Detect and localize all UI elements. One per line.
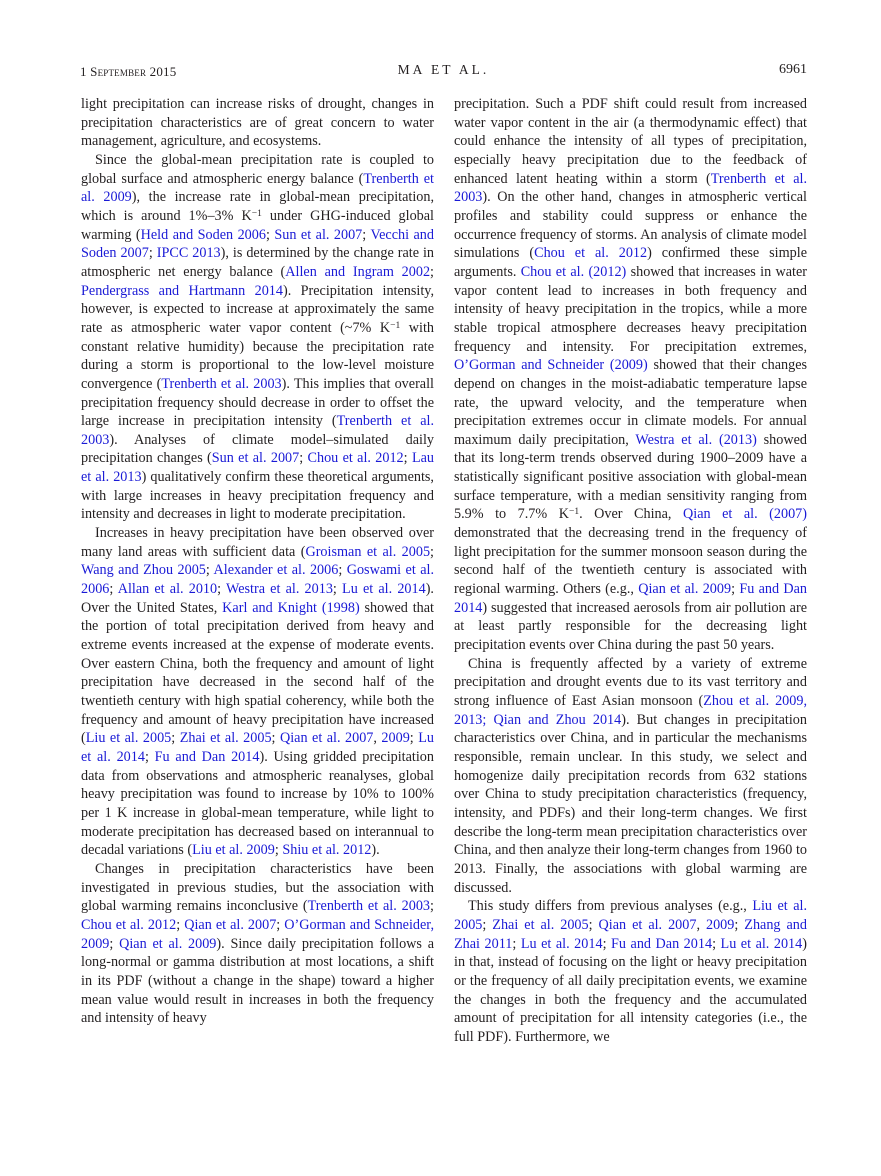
text-run: ; <box>482 916 493 933</box>
citation-link[interactable]: Qian et al. 2009 <box>119 935 217 952</box>
citation-link[interactable]: Lu et al. 2014 <box>342 581 426 598</box>
citation-link[interactable]: Lu et al. 2014 <box>720 935 803 952</box>
text-run: ; <box>276 916 285 933</box>
text-run: ; <box>271 730 280 747</box>
text-run: ). But changes in precipitation characteristics over China, and in particular the mechanisms responsible, remain unclear. In this study, we select and homogenize daily precipitation records from 632 stations over China to study precipitation characteristics (frequency, intensity, and PDFs) and their long-term changes. We first describe the long-term mean precipitation characteristics over China, and then analyze their long-term changes from 1960 to 2013. Finally, the associations with global warming are discussed. <box>454 711 807 896</box>
issue-date: 1 September 2015 <box>80 64 177 79</box>
text-run: This study differs from previous analyses (e.g., <box>468 898 753 915</box>
text-run: ; <box>588 916 599 933</box>
citation-link[interactable]: Held and Soden 2006 <box>140 226 266 243</box>
text-run: ; <box>338 562 347 579</box>
citation-link[interactable]: Chou et al. (2012) <box>520 263 627 280</box>
citation-link[interactable]: Zhang and Zhai 2011 <box>454 916 807 952</box>
text-run: ). Analyses of climate model–simulated daily precipitation changes ( <box>81 431 434 467</box>
citation-link[interactable]: Fu and Dan 2014 <box>611 935 713 952</box>
citation-link[interactable]: Trenberth et al. 2003 <box>161 375 282 392</box>
text-run: . Over China, <box>579 506 683 523</box>
text-run: ) suggested that increased aerosols from air pollution are at least partly responsible for the decreasing light precipitation events over China during the past 50 years. <box>454 599 807 654</box>
text-run: ), the increase rate in global-mean precipitation, which is around 1%–3% K <box>81 189 434 224</box>
citation-link[interactable]: 2009 <box>381 730 410 747</box>
text-run: ; <box>712 935 721 952</box>
text-run: ; <box>409 730 419 747</box>
text-run: ; <box>109 581 118 598</box>
citation-link[interactable]: 2009 <box>705 916 735 933</box>
citation-link[interactable]: Qian et al. (2007) <box>683 506 807 523</box>
citation-link[interactable]: Liu et al. 2005 <box>85 730 172 747</box>
text-run: ; <box>403 450 412 467</box>
right-column <box>454 95 807 1046</box>
citation-link[interactable]: Qian et al. 2007 <box>598 916 697 933</box>
superscript: −1 <box>251 208 262 219</box>
text-run: ; <box>176 916 185 933</box>
citation-link[interactable]: Fu and Dan 2014 <box>454 581 807 616</box>
citation-link[interactable]: Westra et al. 2013 <box>225 581 333 598</box>
text-run: precipitation. Such a PDF shift could result from increased water vapor content in the air (a thermodynamic effect) that could enhance the intensity of all types of precipitation, especially heavy precipitation due to the feedback of enhanced latent heating within a storm ( <box>454 96 807 187</box>
paragraph <box>454 655 807 898</box>
citation-link[interactable]: Qian et al. 2007 <box>279 730 374 747</box>
paragraph <box>454 95 807 655</box>
citation-link[interactable]: Wang and Zhou 2005 <box>81 562 206 579</box>
text-run: demonstrated that the decreasing trend in the frequency of light precipitation for the summer monsoon season during the second half of the twentieth century is associated with regional warming. Others (e.g., <box>454 525 807 598</box>
text-run: ). Precipitation intensity, however, is expected to increase at approximately the same rate as atmospheric water vapor content (~7% K <box>81 282 434 336</box>
citation-link[interactable]: Chou et al. 2012 <box>81 916 177 933</box>
text-run: ) qualitatively confirm these theoretical arguments, with large increases in heavy precipitation frequency and intensity and decreases in light to moderate precipitation. <box>81 469 434 523</box>
citation-link[interactable]: Lu et al. 2014 <box>81 730 434 765</box>
text-run: ) in that, instead of focusing on the light or heavy precipitation or the frequency of all daily precipitation events, we examine the changes in both the frequency and the accumulated amount of precipitation for all intensity categories (i.e., the full PDF). Furthermore, we <box>454 935 807 1045</box>
text-run: ), is determined by the change rate in atmospheric net energy balance ( <box>81 245 434 280</box>
text-run: ). Since daily precipitation follows a long-normal or gamma distribution at most locations, a shift in its PDF (without a change in the shape) toward a higher mean value would result in increases in both the frequency and intensity of heavy <box>81 935 434 1027</box>
citation-link[interactable]: O’Gorman and Schneider (2009) <box>454 357 648 374</box>
text-run: ; <box>265 226 275 243</box>
text-run: showed that its long-term trends observed during 1900–2009 have a statistically significant positive association with global-mean surface temperature, with a median sensitivity ranging from 5.9% to 7.7% K <box>454 431 807 523</box>
text-run: ). <box>371 842 380 859</box>
citation-link[interactable]: Allen and Ingram 2002 <box>285 263 431 280</box>
citation-link[interactable]: Trenberth et al. 2009 <box>81 170 434 206</box>
text-run: showed that increases in water vapor content lead to increases in both frequency and intensity of heavy precipitation in the tropics, while a more stable tropical atmosphere decreases heavy precipitation frequency and intensity. For precipitation extremes, <box>454 263 808 355</box>
citation-link[interactable]: Zhai et al. 2005 <box>492 916 589 933</box>
text-run: ; <box>430 543 434 560</box>
citation-link[interactable]: Chou et al. 2012 <box>534 245 648 262</box>
text-run: ). This implies that overall precipitation frequency should decrease in order to offset the large increase in precipitation intensity ( <box>81 375 434 430</box>
citation-link[interactable]: Lu et al. 2014 <box>520 935 603 952</box>
text-run: ; <box>299 450 308 467</box>
text-run: ; <box>274 842 283 859</box>
text-run: ; <box>205 562 214 579</box>
text-run: ; <box>144 748 155 765</box>
citation-link[interactable]: Chou et al. 2012 <box>307 450 404 467</box>
page-number: 6961 <box>779 62 807 77</box>
text-run: ; <box>731 581 740 598</box>
text-run: with constant relative humidity) because the precipitation rate during a storm is proportional to the low-level moisture convergence ( <box>81 319 434 392</box>
citation-link[interactable]: Shiu et al. 2012 <box>282 842 372 859</box>
citation-link[interactable]: Alexander et al. 2006 <box>213 562 339 579</box>
text-run: Increases in heavy precipitation have been observed over many land areas with sufficient data ( <box>81 525 434 560</box>
text-run: ; <box>332 581 343 598</box>
citation-link[interactable]: Goswami et al. 2006 <box>81 562 435 598</box>
citation-link[interactable]: Trenberth et al. 2003 <box>307 898 431 915</box>
citation-link[interactable]: O’Gorman and Schneider, 2009 <box>81 916 434 952</box>
superscript: −1 <box>568 507 580 518</box>
paragraph <box>81 860 434 1028</box>
superscript: −1 <box>390 320 401 331</box>
citation-link[interactable]: Pendergrass and Hartmann 2014 <box>81 282 283 299</box>
citation-link[interactable]: Zhou et al. 2009, 2013; Qian and Zhou 2014 <box>454 693 807 728</box>
text-run: ). Using gridded precipitation data from observations and atmospheric reanalyses, global heavy precipitation was found to increase by 10% to 100% per 1 K increase in global-mean temperature, while light to moderate precipitation has decreased based on interannual to decadal variations ( <box>81 748 434 859</box>
citation-link[interactable]: Fu and Dan 2014 <box>154 748 260 765</box>
paragraph <box>454 897 807 1046</box>
citation-link[interactable]: Westra et al. (2013) <box>635 431 757 448</box>
text-run: ; <box>217 581 226 598</box>
text-run: ; <box>148 245 157 262</box>
text-run: ). Over the United States, <box>81 581 434 616</box>
text-run: ) confirmed these simple arguments. <box>454 245 807 280</box>
running-header <box>80 62 807 82</box>
citation-link[interactable]: Zhai et al. 2005 <box>179 730 272 747</box>
text-run: Since the global-mean precipitation rate is coupled to global surface and atmospheric energy balance ( <box>81 151 434 187</box>
text-run: showed that their changes depend on changes in the moist-adiabatic temperature lapse rate, the upward velocity, and the temperature when precipitation extremes occur in climate models. For annual maximum daily precipitation, <box>454 357 808 448</box>
citation-link[interactable]: Sun et al. 2007 <box>274 226 363 243</box>
text-run: under GHG-induced global warming ( <box>81 207 435 243</box>
citation-link[interactable]: Liu et al. 2005 <box>454 898 808 933</box>
citation-link[interactable]: Sun et al. 2007 <box>211 450 300 467</box>
paragraph <box>81 524 434 860</box>
citation-link[interactable]: Qian et al. 2007 <box>184 916 277 933</box>
text-run: light precipitation can increase risks of drought, changes in precipitation characteristics are of great concern to water management, agriculture, and ecosystems. <box>81 96 434 150</box>
text-run: , <box>696 916 706 933</box>
citation-link[interactable]: Vecchi and Soden 2007 <box>81 226 434 262</box>
running-authors: MA ET AL. <box>397 62 490 77</box>
citation-link[interactable]: Liu et al. 2009 <box>192 842 275 859</box>
citation-link[interactable]: Groisman et al. 2005 <box>305 543 431 560</box>
text-run: ). On the other hand, changes in atmospheric vertical profiles and stability could suppress or enhance the occurrence frequency of storms. An analysis of climate model simulations ( <box>454 189 807 262</box>
text-run: ; <box>171 730 180 747</box>
text-run: ; <box>602 935 612 952</box>
citation-link[interactable]: Allan et al. 2010 <box>117 581 218 598</box>
left-column <box>81 95 434 1028</box>
text-run: ; <box>430 898 434 915</box>
text-run: ; <box>362 226 371 243</box>
citation-link[interactable]: Trenberth et al. 2003 <box>454 170 807 206</box>
text-run: ; <box>512 935 521 952</box>
citation-link[interactable]: Qian et al. 2009 <box>638 581 732 598</box>
text-run: ; <box>734 916 745 933</box>
text-run: , <box>373 730 382 747</box>
text-run: showed that the portion of total precipitation derived from heavy and extreme events increased at the expense of moderate events. Over eastern China, both the frequency and amount of light precipitation have decreased in the second half of the twentieth century with high spatial coherency, while both the frequency and amount of heavy precipitation have increased ( <box>81 599 434 747</box>
citation-link[interactable]: Lau et al. 2013 <box>81 450 434 486</box>
text-run: ; <box>430 263 434 280</box>
citation-link[interactable]: IPCC 2013 <box>156 245 221 262</box>
citation-link[interactable]: Trenberth et al. 2003 <box>81 413 434 448</box>
text-run: ; <box>109 935 120 952</box>
citation-link[interactable]: Karl and Knight (1998) <box>222 599 360 616</box>
paragraph <box>81 95 434 151</box>
text-run: Changes in precipitation characteristics have been investigated in previous studies, but the association with global warming remains inconclusive ( <box>81 860 434 915</box>
text-run: China is frequently affected by a variety of extreme precipitation and drought events due to its vast territory and strong influence of East Asian monsoon ( <box>454 655 807 709</box>
paragraph <box>81 151 434 524</box>
